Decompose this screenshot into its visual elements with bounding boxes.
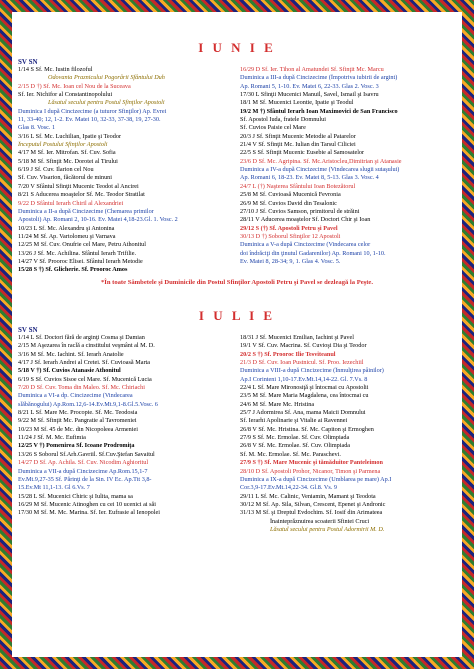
calendar-entry: 28/10 D Sf. Apostoli Prohor, Nicanor, Timon şi Parmena (240, 467, 381, 475)
calendar-entry: 5/18 V †) Sf. Cuvios Atanasie Athonitul (18, 367, 121, 375)
calendar-entry: 22/4 L Sf. Mare Mironosiţă şi întocmai cu Apostolii (240, 384, 369, 392)
calendar-entry: Sf. Ier. Nichifor al Constantinopolului (18, 91, 113, 99)
calendar-entry: 23/6 D Sf. Mc. Agripina. Sf. Mc.Aristocleu,Dimitrian şi Atanasie (240, 157, 402, 165)
calendar-entry: Începutul Postului Sfinţilor Apostoli (18, 141, 108, 149)
calendar-entry: 23/5 M Sf. Mare Maria Magdalena, cea întocmai cu (240, 392, 369, 400)
calendar-entry: Duminica a VII-a după Cincizecime Ap.Rom.15,1-7 (18, 467, 148, 475)
calendar-entry: 20/2 S †) Sf. Prooroc Ilie Tesviteanul (240, 350, 336, 358)
calendar-entry: 11/24 J Sf. M. Mc. Eufimia (18, 434, 86, 442)
calendar-entry: Sf. Ierarhi Apolinarie şi Vitalie ai Ravennei (240, 417, 348, 425)
calendar-entry: 8/21 L Sf. Mare Mc. Procopie. Sf. Mc. Teodosia (18, 409, 138, 417)
calendar-entry: 5/18 M Sf. Sfinţit Mc. Dorotei al Tirului (18, 157, 118, 165)
calendar-entry: Ap.I Corinteni 1,10-17.Ev.Mt.14,14-22. Gl. 7.Vs. 8 (240, 375, 368, 383)
calendar-entry: 18/31 J Sf. Mucenici Emilian, Iachint şi Pavel (240, 334, 354, 341)
calendar-entry: 14/27 D Sf. Ap. Achila. Sf. Cuv. Nicodim Aghioritul (18, 459, 149, 467)
calendar-entry: 20/3 J Sf. Sfinţit Mucenic Metodie al Patarelor (240, 132, 356, 140)
june-left-column (18, 66, 236, 275)
calendar-entry: 10/23 M Sf. 45 de Mc. din Nicopoleea Armeniei (18, 425, 138, 433)
calendar-entry: Duminica a II-a după Cincizecime (Chemarea primilor (18, 207, 154, 215)
calendar-entry: 3/16 L Sf. Mc. Luchilian, Ipatie şi Teodor (18, 132, 122, 140)
calendar-entry: Lăsatul secului pentru Postul Sfinţilor Apostoli (48, 99, 165, 107)
calendar-entry: 25/7 J Adormirea Sf. Ana, mama Maicii Domnului (240, 409, 366, 417)
calendar-entry: Duminica a IV-a după Cincizecime (Vindecarea slugii sutaşului) (240, 166, 400, 174)
calendar-entry: 22/5 S Sf. Sfinţit Mucenic Eusebie al Samosatelor (240, 149, 365, 157)
calendar-entry: Odovania Praznicului Pogorârii Sfântului Duh (48, 74, 165, 82)
calendar-entry: 4/17 M Sf. Ier. Mitrofan. Sf. Cuv. Sofia (18, 149, 116, 157)
calendar-entry: doi îndrăciţi din ţinutul Gadarenilor) Ap. Romani 10, 1-10. (240, 249, 386, 257)
calendar-entry: 29/12 S (†) Sf. Apostoli Petru şi Pavel (240, 224, 338, 232)
calendar-entry: 6/19 J Sf. Cuv. Ilarion cel Nou (18, 166, 94, 174)
fasting-note: *În toate Sâmbetele şi Duminicile din Postul Sfinţilor Apostoli Petru şi Pavel se dezleagă la Peşte. (100, 279, 374, 286)
calendar-entry: 8/21 S Aducerea moaştelor Sf. Mc. Teodor Stratilat (18, 191, 145, 199)
calendar-entry: 9/22 M Sf. Sfinţit Mc. Pangratie al Tavromeniei (18, 417, 137, 425)
calendar-entry: 21/3 D Sf. Cuv. Ioan Pustnicul. Sf. Proo. Iezechiil (240, 359, 364, 367)
calendar-entry: 2/15 D †) Sf. Mc. Ioan cel Nou de la Suceava (18, 82, 131, 90)
calendar-style-header-july: SV SN (18, 326, 38, 334)
calendar-entry: 15.Ev.Mt 11,1-13. Gl 6.Vs. 7 (18, 484, 90, 492)
calendar-entry: 19/2 M †) Sfântul Ierarh Ioan Maximovici de San Francisco (240, 107, 398, 115)
calendar-entry: 31/13 M Sf. şi Dreptul Evdochim. Sf. Iosif din Arimateea (240, 509, 383, 517)
month-title-june: I U N I E (198, 40, 276, 55)
july-left-column (18, 334, 236, 518)
calendar-entry: 6/19 S Sf. Cuvios Sisoe cel Mare. Sf. Mucenică Lucia (18, 375, 152, 383)
calendar-entry: 25/8 M Sf. Cuvioasă Mucenică Fevronia (240, 191, 341, 199)
calendar-entry: Ev. Matei 8, 28-34; 9, 1. Glas 4. Vosc. 5. (240, 257, 341, 265)
calendar-entry: 27/9 S Sf. Mc. Ermolae. Sf. Cuv. Olimpiada (240, 434, 350, 442)
calendar-entry: Sf. M. Mc. Ermolae. Sf. Mc. Paraschevi. (240, 450, 341, 458)
calendar-entry: 28/11 V Aducerea moaştelor Sf. Doctori Chir şi Ioan (240, 216, 371, 224)
calendar-entry: 1/14 L Sf. Doctori fără de arginţi Cosma şi Damian (18, 334, 145, 341)
calendar-entry: 10/23 L Sf. Mc. Alexandru şi Antonina (18, 224, 115, 232)
calendar-entry: 13/26 J Sf. Mc. Achilina. Sfântul Ierarh Trifilie. (18, 249, 137, 257)
calendar-entry: Apostoli) Ap. Romani 2, 10-16. Ev. Matei 4,18-23.Gl. 1. Vosc. 2 (18, 216, 178, 224)
calendar-entry: 2/15 M Aşezarea în raclă a cinstitului veşmânt al M. D. (18, 342, 155, 350)
calendar-entry: Sf. Apostol Iuda, fratele Domnului (240, 116, 326, 124)
calendar-entry: Duminica I după Cincizecime (a tuturor Sfinţilor) Ap. Evrei (18, 107, 167, 115)
calendar-entry: 4/17 J Sf. Ierarh Andrei al Cretei. Sf. Cuvioasă Marta (18, 359, 150, 367)
july-right-column (240, 334, 458, 534)
calendar-entry: 16/29 M Sf. Mucenic Atinoghen cu cei 10 ucenici ai săi (18, 500, 156, 508)
calendar-entry: 30/12 M Sf. Ap. Sila, Silvan, Crescent, Epenet şi Andronic (240, 500, 386, 508)
calendar-entry: 3/16 M Sf. Mc. Iachint. Sf. Ierarh Anatolie (18, 350, 124, 358)
calendar-entry: 19/1 V Sf. Cuv. Macrina. Sf. Cuvioşi Dia şi Teodor (240, 342, 367, 350)
calendar-entry: 14/27 V Sf. Prooroc Elisei. Sfântul Ierarh Metodie (18, 257, 143, 265)
calendar-entry: 11, 33-40; 12, 1-2. Ev. Matei 10, 32-33, 37-38, 19, 27-30. (18, 116, 161, 124)
calendar-entry: 30/13 D †) Soborul Sfinţilor 12 Apostoli (240, 232, 341, 240)
calendar-entry: 18/1 M Sf. Mucenici Leontie, Ipatie şi Teodul (240, 99, 354, 107)
calendar-entry: 29/11 L Sf. Mc. Calinic, Veniamin, Mamant şi Teodota (240, 492, 376, 500)
calendar-entry: Duminica a V-a după Cincizecime (Vindecarea celor (240, 241, 371, 249)
calendar-entry: 27/10 J Sf. Cuvios Samson, primitorul de străini (240, 207, 360, 215)
calendar-entry: Ap. Romani 6, 18-23. Ev. Matei 8, 5-13. Glas 3. Vosc. 4 (240, 174, 379, 182)
calendar-entry: 15/28 L Sf. Mucenici Chiric şi Iulita, mama sa (18, 492, 133, 500)
calendar-entry: Înainteprăznuirea scoaterii Sfintei Cruci (270, 517, 370, 525)
calendar-entry: 24/6 M Sf. Mare Mc. Hristina (240, 400, 315, 408)
calendar-entry: 9/22 D Sfântul Ierarh Chiril al Alexandriei (18, 199, 124, 207)
calendar-entry: 12/25 V †) Pomenirea Sf. Icoane Prodromiţa (18, 442, 135, 450)
calendar-entry: 16/29 D Sf. Ier. Tihon al Amatundei Sf. Sfinţit Mc. Marcu (240, 66, 384, 73)
calendar-entry: 26/8 V Sf. Mc. Ermolae. Sf. Cuv. Olimpiada (240, 442, 351, 450)
calendar-entry: Lăsatul secului pentru Postul Adormirii M. D. (270, 525, 385, 533)
calendar-entry: 1/14 S Sf. Mc. Iustin filozoful (18, 66, 93, 73)
calendar-entry: 21/4 V Sf. Sfinţit Mc. Iulian din Tarsul Ciliciei (240, 141, 356, 149)
page-content (14, 14, 460, 655)
calendar-entry: 17/30 M Sf. M. Mc. Marina. Sf. Ier. Eufrasie al Ienopolei (18, 509, 160, 517)
calendar-entry: Glas 8. Vosc. 1 (18, 124, 56, 132)
calendar-entry: Ev.Mt.9,27-35 Sf. Părinţi de la Sin. IV Ec. Ap.Tit 3,8- (18, 475, 152, 483)
calendar-entry: Duminica a IX-a după Cincizecime (Umblarea pe mare) Ap.I (240, 475, 392, 483)
calendar-entry: 24/7 L (†) Naşterea Sfântului Ioan Botezătorul (240, 182, 356, 190)
calendar-entry: Duminica a VI-a dp. Cincizecime (Vindecarea (18, 392, 133, 400)
calendar-entry: 27/9 S †) Sf. Mare Mucenic şi tămăduitor Panteleimon (240, 459, 383, 467)
month-title-july: I U L I E (198, 308, 276, 323)
calendar-entry: Sf. Cuvios Paisie cel Mare (240, 124, 306, 132)
calendar-entry: 26/8 V Sf. Mc. Hristina. Sf. Mc. Capiton şi Ermoghen (240, 425, 374, 433)
calendar-entry: slăbănogului) Ap.Rom.12,6-14.Ev.Mt.9,1-8.Gl.5.Vosc. 6 (18, 400, 158, 408)
calendar-entry: 13/26 S Soborul Sf.Arh.Gavriil. Sf.Cuv.Ştefan Savaitul (18, 450, 155, 458)
june-right-column (240, 66, 458, 266)
calendar-entry: 17/30 L Sfinţii Mucenici Manuil, Savel, Ismail şi Isavru (240, 91, 379, 99)
calendar-entry: 7/20 V Sfântul Sfinţit Mucenic Teodot al Ancirei (18, 182, 139, 190)
calendar-entry: Cor.3,9-17.Ev.Mt.14,22-34. Gl.8. Vs. 9 (240, 484, 337, 492)
calendar-entry: 15/28 S †) Sf. Glicherie. Sf. Prooroc Amos (18, 266, 128, 274)
calendar-entry: Ap. Romani 5, 1-10. Ev. Matei 6, 22-33. Glas 2. Vosc. 3 (240, 82, 379, 90)
calendar-entry: 11/24 M Sf. Ap. Vartolomeu şi Varnava (18, 232, 116, 240)
calendar-entry: 7/20 D Sf. Cuv. Toma din Maleo. Sf. Mc. Chiriachi (18, 384, 145, 392)
calendar-entry: 26/9 M Sf. Cuvios David din Tesalonic (240, 199, 337, 207)
calendar-style-header-june: SV SN (18, 58, 38, 66)
calendar-entry: Sf. Cuv. Visarion, făcătorul de minuni (18, 174, 112, 182)
calendar-entry: Duminica a VIII-a după Cincizecime (Înmulţirea pâinilor) (240, 367, 384, 375)
calendar-entry: 12/25 M Sf. Cuv. Onufrie cel Mare, Petru Athonitul (18, 241, 146, 249)
calendar-entry: Duminica a III-a după Cincizecime (Împotriva iubirii de argint) (240, 74, 398, 82)
